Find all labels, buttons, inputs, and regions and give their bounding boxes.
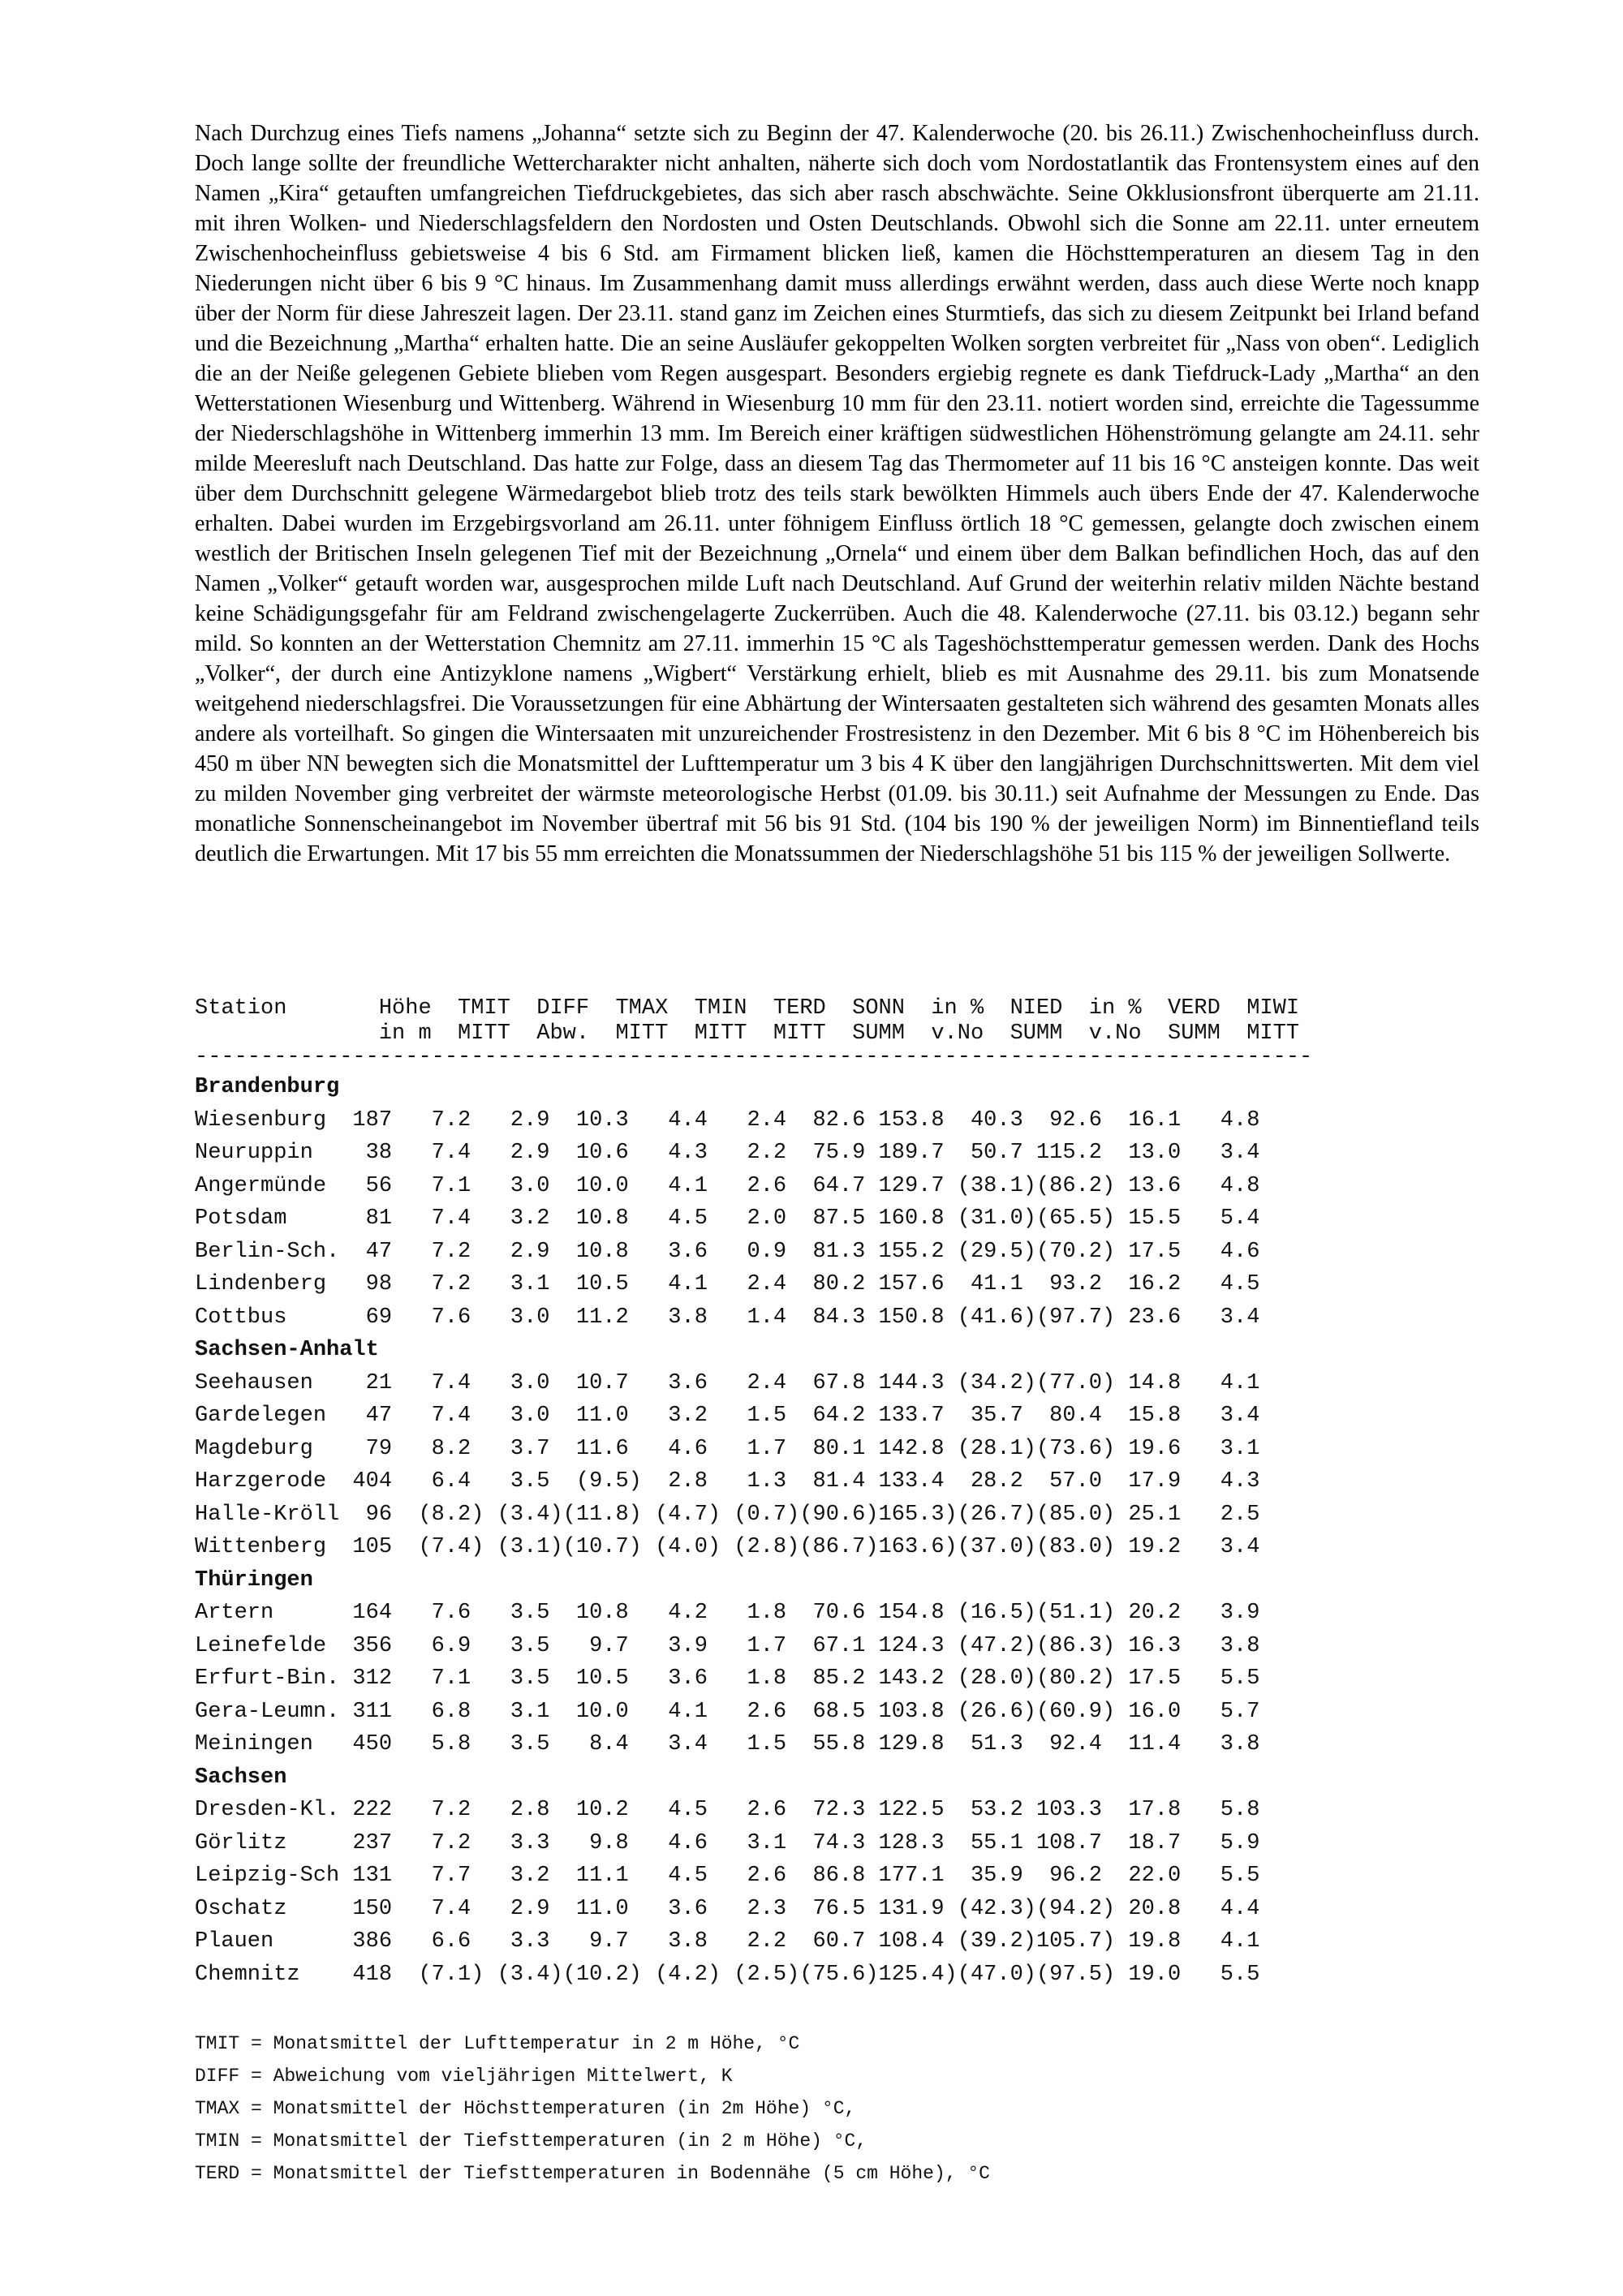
table-row: Gera-Leumn. 311 6.8 3.1 10.0 4.1 2.6 68.5 103.8 (26.6)(60.9) 16.0 5.7 — [195, 1699, 1260, 1724]
table-row: Halle-Kröll 96 (8.2) (3.4)(11.8) (4.7) (0.7)(90.6)165.3)(26.7)(85.0) 25.1 2.5 — [195, 1502, 1260, 1527]
abbreviation-legend — [195, 2027, 990, 2190]
table-row: Berlin-Sch. 47 7.2 2.9 10.8 3.6 0.9 81.3 155.2 (29.5)(70.2) 17.5 4.6 — [195, 1239, 1260, 1264]
table-row: Magdeburg 79 8.2 3.7 11.6 4.6 1.7 80.1 142.8 (28.1)(73.6) 19.6 3.1 — [195, 1436, 1260, 1461]
table-row: Wittenberg 105 (7.4) (3.1)(10.7) (4.0) (2.8)(86.7)163.6)(37.0)(83.0) 19.2 3.4 — [195, 1535, 1260, 1559]
region-heading-sachsen: Sachsen — [195, 1765, 287, 1790]
table-row: Wiesenburg 187 7.2 2.9 10.3 4.4 2.4 82.6 153.8 40.3 92.6 16.1 4.8 — [195, 1107, 1260, 1133]
table-row: Gardelegen 47 7.4 3.0 11.0 3.2 1.5 64.2 133.7 35.7 80.4 15.8 3.4 — [195, 1404, 1260, 1428]
table-header-row-2: in m MITT Abw. MITT MITT MITT SUMM v.No SUMM v.No SUMM MITT — [195, 1021, 1300, 1046]
table-row: Erfurt-Bin. 312 7.1 3.5 10.5 3.6 1.8 85.2 143.2 (28.0)(80.2) 17.5 5.5 — [195, 1666, 1260, 1691]
table-row: Chemnitz 418 (7.1) (3.4)(10.2) (4.2) (2.5)(75.6)125.4)(47.0)(97.5) 19.0 5.5 — [195, 1962, 1260, 1987]
table-row: Dresden-Kl. 222 7.2 2.8 10.2 4.5 2.6 72.3 122.5 53.2 103.3 17.8 5.8 — [195, 1798, 1260, 1822]
table-row: Leipzig-Sch 131 7.7 3.2 11.1 4.5 2.6 86.8 177.1 35.9 96.2 22.0 5.5 — [195, 1864, 1260, 1888]
region-heading-thueringen: Thüringen — [195, 1567, 313, 1593]
legend-line: TERD = Monatsmittel der Tiefsttemperaturen in Bodennähe (5 cm Höhe), °C — [195, 2163, 990, 2184]
table-row: Oschatz 150 7.4 2.9 11.0 3.6 2.3 76.5 131.9 (42.3)(94.2) 20.8 4.4 — [195, 1896, 1260, 1921]
table-row: Seehausen 21 7.4 3.0 10.7 3.6 2.4 67.8 144.3 (34.2)(77.0) 14.8 4.1 — [195, 1370, 1260, 1395]
station-data-table — [195, 996, 1312, 1991]
table-separator-rule: ------------------------------------------------------------------------------------- — [195, 1047, 1313, 1069]
table-row: Plauen 386 6.6 3.3 9.7 3.8 2.2 60.7 108.4 (39.2)105.7) 19.8 4.1 — [195, 1929, 1260, 1954]
table-row: Angermünde 56 7.1 3.0 10.0 4.1 2.6 64.7 129.7 (38.1)(86.2) 13.6 4.8 — [195, 1173, 1260, 1198]
table-row: Neuruppin 38 7.4 2.9 10.6 4.3 2.2 75.9 189.7 50.7 115.2 13.0 3.4 — [195, 1141, 1260, 1165]
legend-line: TMIT = Monatsmittel der Lufttemperatur in 2 m Höhe, °C — [195, 2033, 800, 2054]
table-row: Potsdam 81 7.4 3.2 10.8 4.5 2.0 87.5 160.8 (31.0)(65.5) 15.5 5.4 — [195, 1206, 1260, 1231]
table-row: Harzgerode 404 6.4 3.5 (9.5) 2.8 1.3 81.4 133.4 28.2 57.0 17.9 4.3 — [195, 1469, 1260, 1494]
legend-line: TMIN = Monatsmittel der Tiefsttemperaturen (in 2 m Höhe) °C, — [195, 2130, 867, 2152]
table-row: Meiningen 450 5.8 3.5 8.4 3.4 1.5 55.8 129.8 51.3 92.4 11.4 3.8 — [195, 1732, 1260, 1756]
weather-report-paragraph: Nach Durchzug eines Tiefs namens „Johanna“ setzte sich zu Beginn der 47. Kalenderwoche (20. bis 26.11.) Zwischenhocheinfluss durch. Doch lange sollte der freundliche Wettercharakter nicht anhalten, näherte sich doch vom Nordostatlantik das Frontensystem eines auf den Namen „Kira“ getauften umfangreichen Tiefdruckgebietes, das sich aber rasch abschwächte. Seine Okklusionsfront überquerte am 21.11. mit ihren Wolken- und Niederschlagsfeldern den Nordosten und Osten Deutschlands. Obwohl sich die Sonne am 22.11. unter erneutem Zwischenhocheinfluss gebietsweise 4 bis 6 Std. am Firmament blicken ließ, kamen die Höchsttemperaturen an diesem Tag in den Niederungen nicht über 6 bis 9 °C hinaus. Im Zusammenhang damit muss allerdings erwähnt werden, dass auch diese Werte noch knapp über der Norm für diese Jahreszeit lagen. Der 23.11. stand ganz im Zeichen eines Sturmtiefs, das sich zu diesem Zeitpunkt bei Irland befand und die Bezeichnung „Martha“ erhalten hatte. Die an seine Ausläufer gekoppelten Wolken sorgten verbreitet für „Nass von oben“. Lediglich die an der Neiße gelegenen Gebiete blieben vom Regen ausgespart. Besonders ergiebig regnete es dank Tiefdruck-Lady „Martha“ an den Wetterstationen Wiesenburg und Wittenberg. Während in Wiesenburg 10 mm für den 23.11. notiert worden sind, erreichte die Tagessumme der Niederschlagshöhe in Wittenberg immerhin 13 mm. Im Bereich einer kräftigen südwestlichen Höhenströmung gelangte am 24.11. sehr milde Meeresluft nach Deutschland. Das hatte zur Folge, dass an diesem Tag das Thermometer auf 11 bis 16 °C ansteigen konnte. Das weit über dem Durchschnitt gelegene Wärmedargebot blieb trotz des teils stark bewölkten Himmels auch übers Ende der 47. Kalenderwoche erhalten. Dabei wurden im Erzgebirgsvorland am 26.11. unter föhnigem Einfluss örtlich 18 °C gemessen, gelangte doch zwischen einem westlich der Britischen Inseln gelegenen Tief mit der Bezeichnung „Ornela“ und einem über dem Balkan befindlichen Hoch, das auf den Namen „Volker“ getauft worden war, ausgesprochen milde Luft nach Deutschland. Auf Grund der weiterhin relativ milden Nächte bestand keine Schädigungsgefahr für am Feldrand zwischengelagerte Zuckerrüben. Auch die 48. Kalenderwoche (27.11. bis 03.12.) begann sehr mild. So konnten an der Wetterstation Chemnitz am 27.11. immerhin 15 °C als Tageshöchsttemperatur gemessen werden. Dank des Hochs „Volker“, der durch eine Antizyklone namens „Wigbert“ Verstärkung erhielt, blieb es mit Ausnahme des 29.11. bis zum Monatsende weitgehend niederschlagsfrei. Die Voraussetzungen für eine Abhärtung der Wintersaaten gestalteten sich während des gesamten Monats alles andere als vorteilhaft. So gingen die Wintersaaten mit unzureichender Frostresistenz in den Dezember. Mit 6 bis 8 °C im Höhenbereich bis 450 m über NN bewegten sich die Monatsmittel der Lufttemperatur um 3 bis 4 K über den langjährigen Durchschnittswerten. Mit dem viel zu milden November ging verbreitet der wärmste meteorologische Herbst (01.09. bis 30.11.) seit Aufnahme der Messungen zu Ende. Das monatliche Sonnenscheinangebot im November übertraf mit 56 bis 91 Std. (104 bis 190 % der jeweiligen Norm) im Binnentiefland teils deutlich die Erwartungen. Mit 17 bis 55 mm erreichten die Monatssummen der Niederschlagshöhe 51 bis 115 % der jeweiligen Sollwerte. — [195, 121, 1479, 866]
legend-line: TMAX = Monatsmittel der Höchsttemperaturen (in 2m Höhe) °C, — [195, 2098, 856, 2119]
table-header-row-1: Station Höhe TMIT DIFF TMAX TMIN TERD SONN in % NIED in % VERD MIWI — [195, 996, 1300, 1021]
legend-line: DIFF = Abweichung vom vieljährigen Mittelwert, K — [195, 2066, 733, 2087]
region-heading-sachsen-anhalt: Sachsen-Anhalt — [195, 1338, 379, 1362]
table-row: Cottbus 69 7.6 3.0 11.2 3.8 1.4 84.3 150.8 (41.6)(97.7) 23.6 3.4 — [195, 1305, 1260, 1330]
table-row: Leinefelde 356 6.9 3.5 9.7 3.9 1.7 67.1 124.3 (47.2)(86.3) 16.3 3.8 — [195, 1633, 1260, 1658]
region-heading-brandenburg: Brandenburg — [195, 1075, 340, 1099]
table-row: Görlitz 237 7.2 3.3 9.8 4.6 3.1 74.3 128.3 55.1 108.7 18.7 5.9 — [195, 1830, 1260, 1855]
table-row: Artern 164 7.6 3.5 10.8 4.2 1.8 70.6 154.8 (16.5)(51.1) 20.2 3.9 — [195, 1601, 1260, 1625]
table-row: Lindenberg 98 7.2 3.1 10.5 4.1 2.4 80.2 157.6 41.1 93.2 16.2 4.5 — [195, 1272, 1260, 1296]
